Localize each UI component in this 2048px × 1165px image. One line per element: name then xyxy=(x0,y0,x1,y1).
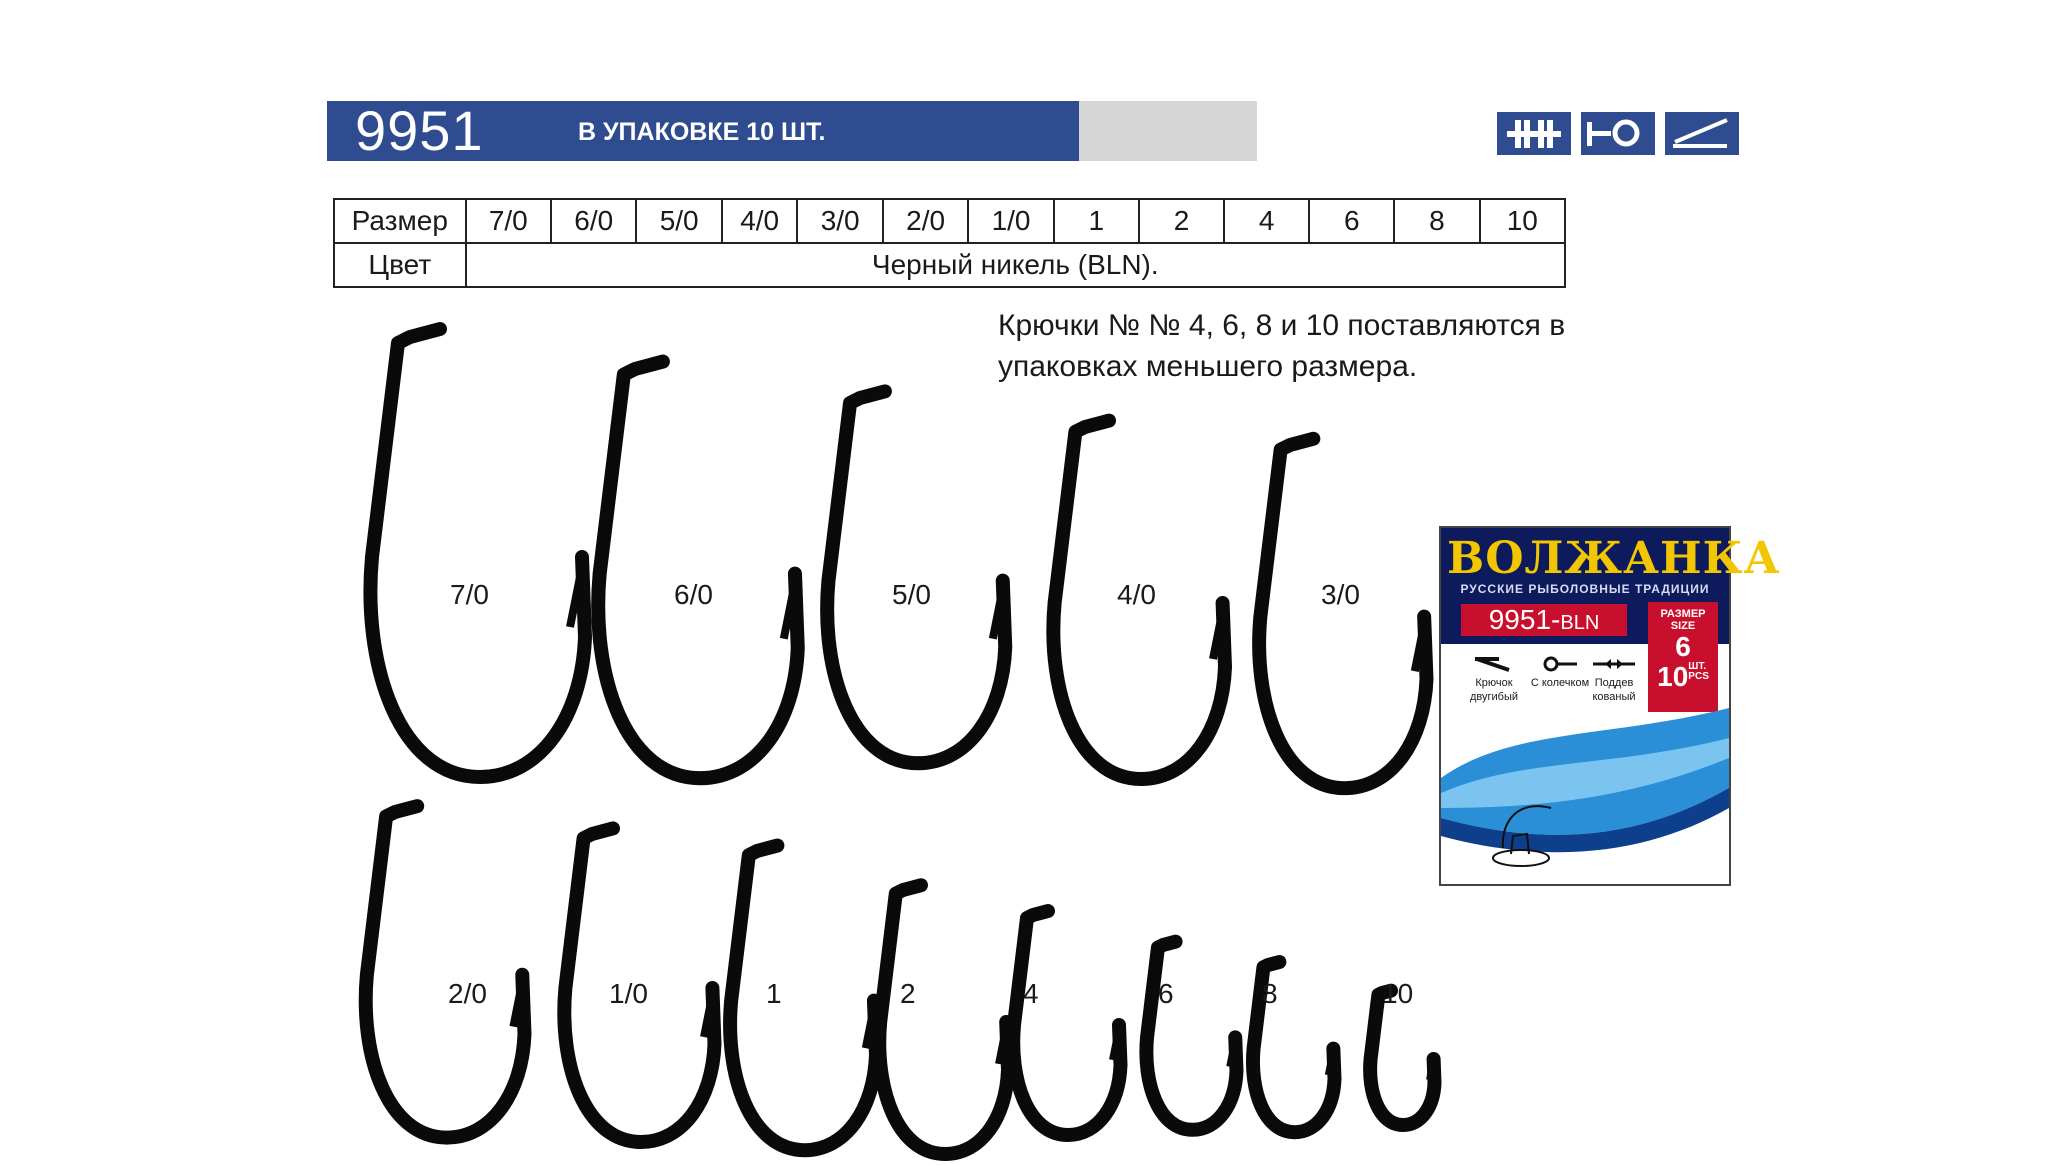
hook-size-label: 3/0 xyxy=(1321,579,1360,610)
hook-size-label: 10 xyxy=(1382,978,1414,1009)
size-header: Размер xyxy=(334,199,466,243)
hook-shape xyxy=(730,846,876,1151)
forged-icon xyxy=(1589,655,1639,673)
size-cell: 8 xyxy=(1394,199,1479,243)
hook-size-label: 1 xyxy=(766,978,782,1009)
count-unit-ru: ШТ. xyxy=(1688,661,1707,672)
hook-size-label: 5/0 xyxy=(892,579,931,610)
wave-illustration xyxy=(1441,698,1729,884)
hook-shape xyxy=(1259,439,1426,788)
hook-size-label: 1/0 xyxy=(609,978,648,1009)
hook-barb xyxy=(1230,1042,1235,1067)
feature-caption: Крючок двугибый xyxy=(1469,677,1519,703)
hook-size-label: 2/0 xyxy=(448,978,487,1009)
hook-size-label: 8 xyxy=(1262,978,1278,1009)
hook-shape xyxy=(1013,911,1120,1135)
hook-size-label: 2 xyxy=(900,978,916,1009)
ring-eye-icon xyxy=(1537,655,1587,673)
hook-shape xyxy=(366,806,525,1138)
size-cell: 2 xyxy=(1139,199,1224,243)
note-line: упаковках меньшего размера. xyxy=(998,350,1418,383)
note-line: Крючки № № 4, 6, 8 и 10 поставляются в xyxy=(998,309,1566,342)
hook-shape xyxy=(1370,991,1434,1125)
count-unit-en: PCS xyxy=(1688,671,1709,682)
hook-shape xyxy=(1146,942,1236,1130)
hook-shape xyxy=(879,885,1008,1154)
hook-size-label: 6 xyxy=(1158,978,1174,1009)
brand-subtitle: РУССКИЕ РЫБОЛОВНЫЕ ТРАДИЦИИ xyxy=(1460,582,1710,596)
count-box xyxy=(1648,662,1718,692)
model-number: 9951 xyxy=(355,99,484,162)
package-code-suffix: BLN xyxy=(1560,612,1600,634)
size-cell: 4/0 xyxy=(722,199,798,243)
package-image xyxy=(1439,526,1781,886)
hook-size-label: 6/0 xyxy=(674,579,713,610)
size-cell: 5/0 xyxy=(636,199,721,243)
double-bend-icon xyxy=(1469,655,1519,673)
color-value: Черный никель (BLN). xyxy=(466,243,1565,287)
size-cell: 4 xyxy=(1224,199,1309,243)
hook-size-label: 4/0 xyxy=(1117,579,1156,610)
feature-caption: С колечком xyxy=(1530,677,1590,689)
package-size-box xyxy=(1648,602,1718,712)
feature-caption: Поддев кованый xyxy=(1592,677,1636,703)
size-value: 6 xyxy=(1675,631,1691,662)
pack-quantity: В УПАКОВКЕ 10 ШТ. xyxy=(578,118,826,146)
size-cell: 7/0 xyxy=(466,199,551,243)
size-cell: 1/0 xyxy=(968,199,1053,243)
hook-size-label: 4 xyxy=(1023,978,1039,1009)
size-label-ru: РАЗМЕР xyxy=(1660,608,1706,620)
hook-barb xyxy=(1430,1062,1434,1080)
size-cell: 3/0 xyxy=(797,199,882,243)
size-label-en: SIZE xyxy=(1670,620,1696,632)
size-cell: 2/0 xyxy=(883,199,968,243)
size-cell: 6/0 xyxy=(551,199,636,243)
hook-barb xyxy=(1329,1052,1334,1075)
hook-shape xyxy=(827,391,1005,763)
brand-logo: ВОЛЖАНКА xyxy=(1447,533,1781,584)
size-cell: 1 xyxy=(1054,199,1139,243)
package-code xyxy=(1461,604,1627,636)
package-code-main: 9951- xyxy=(1488,604,1561,635)
hook-shape xyxy=(370,329,585,777)
count-value: 10 xyxy=(1657,661,1689,692)
hook-size-label: 7/0 xyxy=(450,579,489,610)
size-cell: 6 xyxy=(1309,199,1394,243)
size-cell: 10 xyxy=(1480,199,1565,243)
color-header: Цвет xyxy=(334,243,466,287)
hook-shape xyxy=(598,362,798,779)
